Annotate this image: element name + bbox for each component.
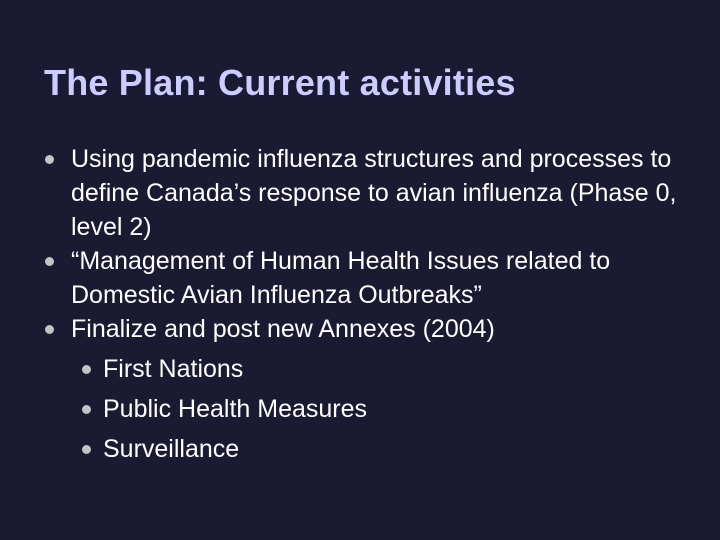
sub-bullet-text: Surveillance — [103, 435, 240, 463]
sub-bullet-dot-icon — [82, 405, 91, 414]
bullet-text: Using pandemic influenza structures and processes to define Canada’s response to avian influenza (Phase 0, level 2) — [71, 145, 677, 241]
bullet-item — [0, 312, 720, 469]
sub-bullet-item — [71, 389, 690, 429]
bullet-text: “Management of Human Health Issues related to Domestic Avian Influenza Outbreaks” — [71, 247, 611, 309]
sub-bullet-text: Public Health Measures — [103, 395, 368, 423]
sub-bullet-text: First Nations — [103, 355, 244, 383]
bullet-dot-icon — [45, 257, 54, 266]
sub-bullet-dot-icon — [82, 365, 91, 374]
sub-bullet-item — [71, 349, 690, 389]
bullet-item — [0, 142, 720, 244]
sub-bullet-list — [71, 349, 690, 469]
slide-title: The Plan: Current activities — [44, 62, 516, 103]
bullet-text: Finalize and post new Annexes (2004) — [71, 315, 495, 343]
sub-bullet-item — [71, 429, 690, 469]
bullet-dot-icon — [45, 325, 54, 334]
bullet-dot-icon — [45, 155, 54, 164]
sub-bullet-dot-icon — [82, 445, 91, 454]
bullet-list — [0, 142, 720, 469]
bullet-item — [0, 244, 720, 312]
